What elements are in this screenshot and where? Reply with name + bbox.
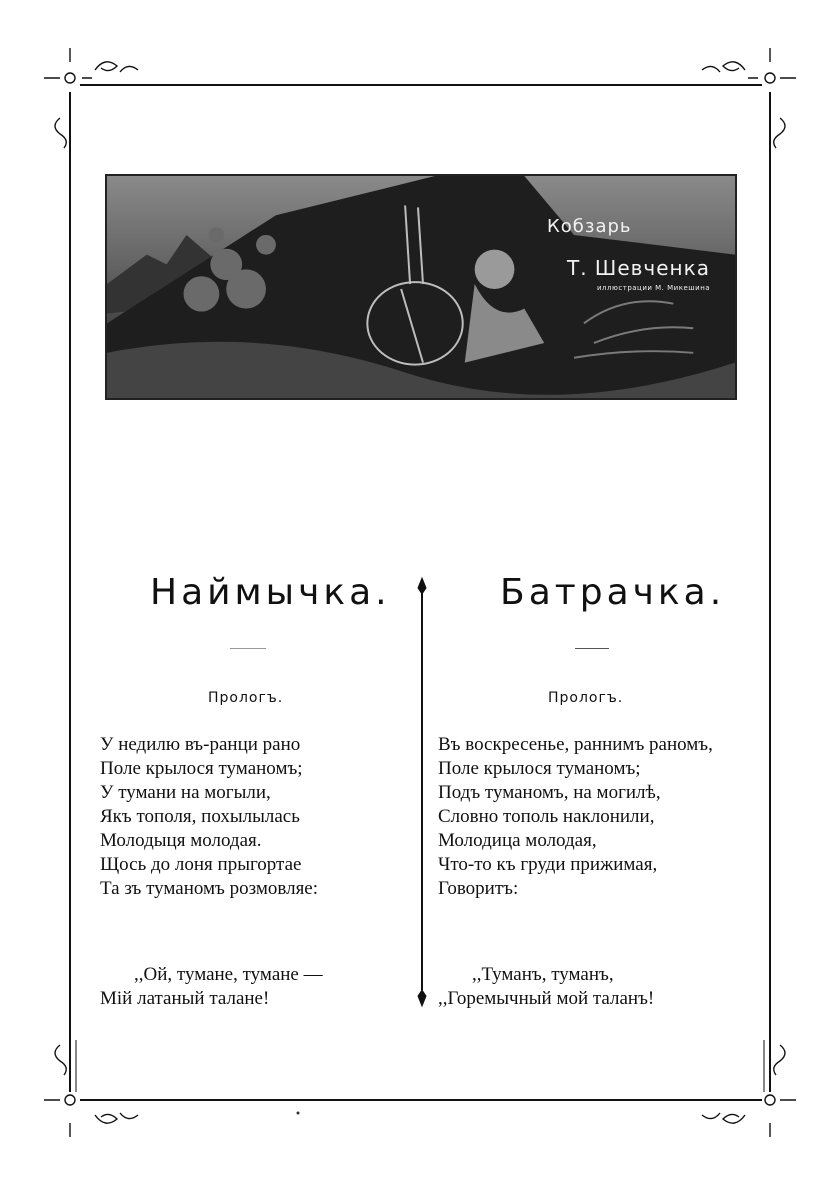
left-prologue-heading: Прологъ.	[208, 690, 284, 706]
verse-line: Поле крылося туманомъ;	[438, 758, 641, 779]
verse-line: Поле крылося туманомъ;	[100, 758, 303, 779]
verse-line: Въ воскресенье, раннимъ раномъ,	[438, 734, 713, 755]
vignette-caption: иллюстрации М. Микешина	[597, 284, 711, 292]
verse-line: Та зъ туманомъ розмовляе:	[100, 878, 319, 899]
verse-line: Мій латаный талане!	[100, 988, 270, 1009]
verse-line: Говоритъ:	[438, 878, 519, 899]
right-verse-coda	[438, 963, 654, 1011]
verse-line: У тумани на могыли,	[100, 782, 271, 803]
left-title-rule	[230, 648, 266, 649]
right-poem-title: Батрачка.	[500, 572, 726, 613]
verse-line: Молодыця молодая.	[100, 830, 262, 851]
vignette-title-kobzar: Кобзарь	[547, 216, 632, 237]
right-verse-stanza	[438, 733, 713, 901]
verse-line: Подъ туманомъ, на могилѣ,	[438, 782, 661, 803]
title-vignette-illustration	[105, 174, 737, 400]
left-poem-title: Наймычка.	[150, 572, 391, 613]
verse-line: У недилю въ-ранци рано	[100, 734, 301, 755]
verse-line: Щось до лоня прыгортае	[100, 854, 302, 875]
verse-line: Якъ тополя, похылылась	[100, 806, 300, 827]
verse-line: ,,Туманъ, туманъ,	[472, 964, 614, 985]
verse-line: Что-то къ груди прижимая,	[438, 854, 658, 875]
verse-line: ,,Горемычный мой таланъ!	[438, 988, 655, 1009]
vignette-title-author: Т. Шевченка	[567, 256, 710, 280]
verse-line: ,,Ой, тумане, тумане —	[134, 964, 323, 985]
left-verse-stanza	[100, 733, 318, 901]
verse-line: Словно тополь наклонили,	[438, 806, 655, 827]
left-verse-coda	[100, 963, 323, 1011]
right-title-rule	[575, 648, 609, 649]
right-prologue-heading: Прологъ.	[548, 690, 624, 706]
verse-line: Молодица молодая,	[438, 830, 597, 851]
